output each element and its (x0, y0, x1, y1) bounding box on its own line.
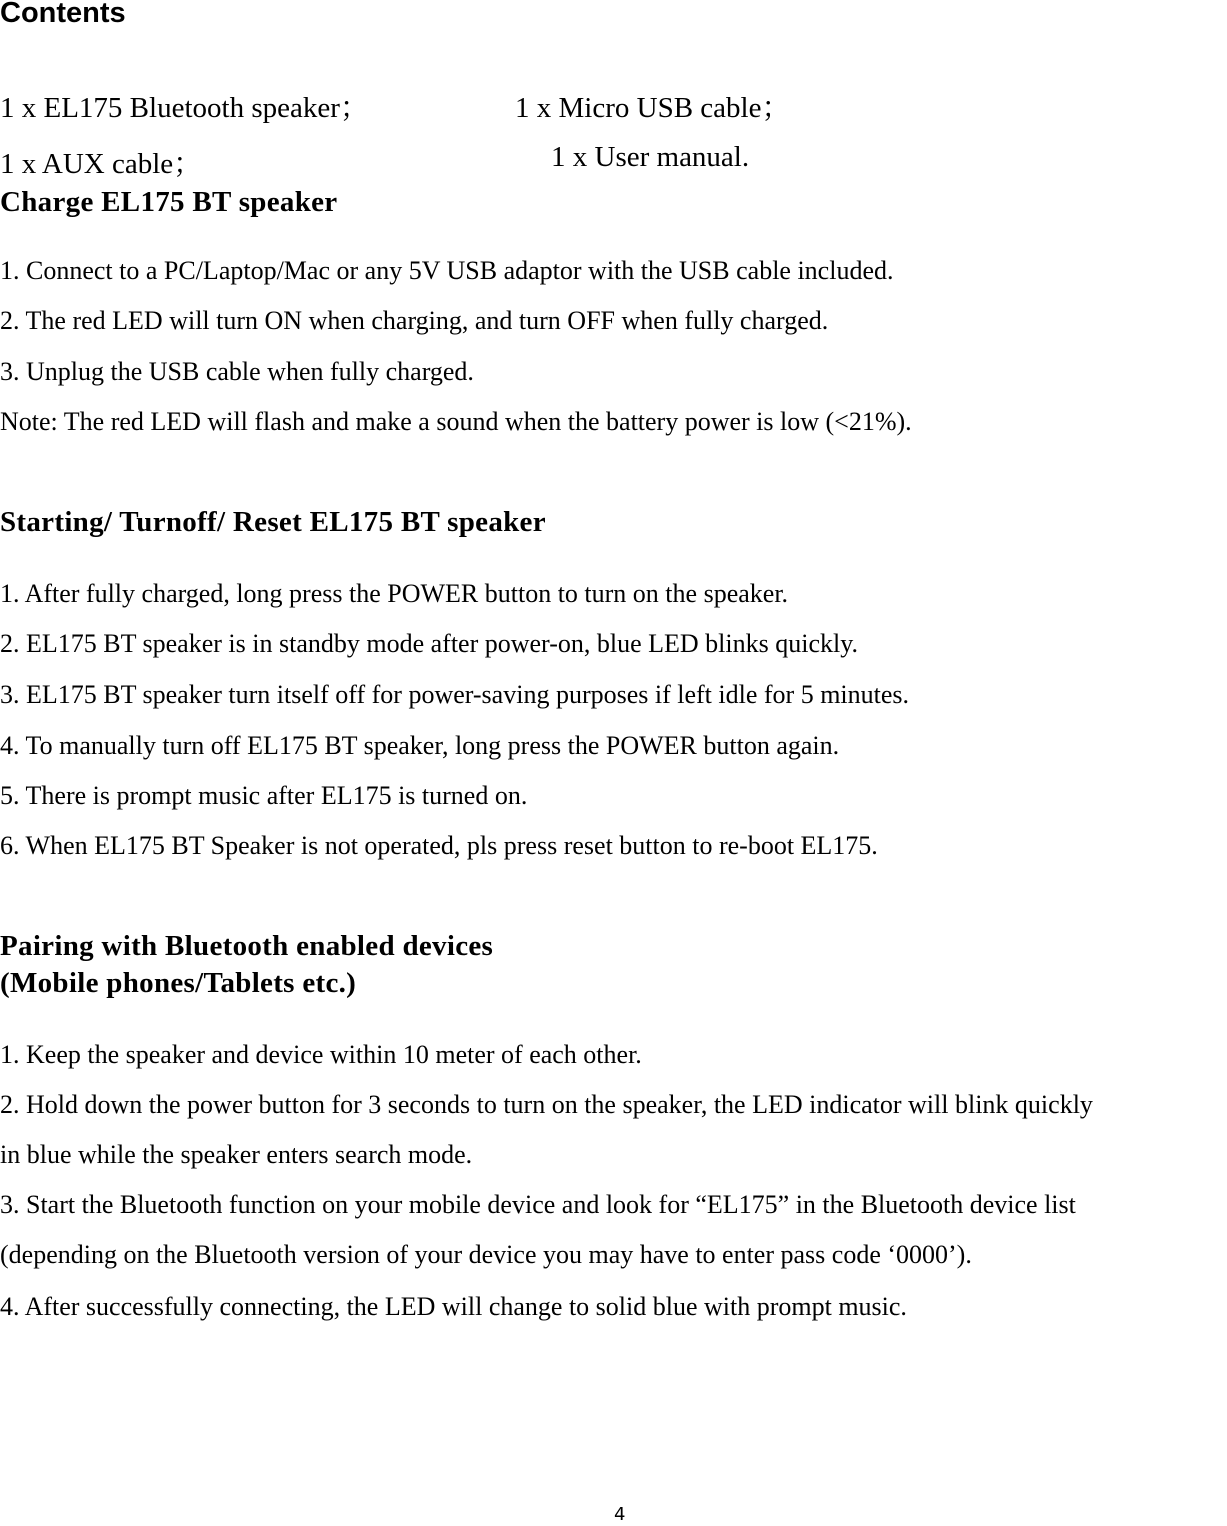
contents-item-aux-cable: 1 x AUX cable； (0, 148, 203, 180)
pairing-step-4: 4. After successfully connecting, the LED will change to solid blue with prompt music. (0, 1292, 907, 1321)
pairing-step-2-continued: in blue while the speaker enters search mode. (0, 1140, 473, 1169)
charge-heading: Charge EL175 BT speaker (0, 186, 338, 218)
page-number: 4 (614, 1504, 626, 1525)
pairing-heading: Pairing with Bluetooth enabled devices (0, 930, 494, 962)
power-step-2: 2. EL175 BT speaker is in standby mode after power-on, blue LED blinks quickly. (0, 629, 859, 658)
contents-heading: Contents (0, 0, 126, 29)
charge-step-2: 2. The red LED will turn ON when charging, and turn OFF when fully charged. (0, 306, 829, 335)
pairing-step-3: 3. Start the Bluetooth function on your mobile device and look for “EL175” in the Bluetooth device list (0, 1190, 1076, 1219)
contents-item-speaker: 1 x EL175 Bluetooth speaker； (0, 92, 369, 124)
pairing-step-3-continued: (depending on the Bluetooth version of your device you may have to enter pass code ‘0000’). (0, 1240, 972, 1269)
power-heading: Starting/ Turnoff/ Reset EL175 BT speaker (0, 506, 546, 538)
power-step-3: 3. EL175 BT speaker turn itself off for power-saving purposes if left idle for 5 minutes. (0, 680, 910, 709)
pairing-subheading: (Mobile phones/Tablets etc.) (0, 967, 357, 999)
contents-item-user-manual: 1 x User manual. (551, 141, 750, 173)
charge-note: Note: The red LED will flash and make a sound when the battery power is low (<21%). (0, 407, 912, 436)
power-step-4: 4. To manually turn off EL175 BT speaker, long press the POWER button again. (0, 731, 840, 760)
contents-item-usb-cable: 1 x Micro USB cable； (515, 92, 791, 124)
charge-step-1: 1. Connect to a PC/Laptop/Mac or any 5V USB adaptor with the USB cable included. (0, 256, 894, 285)
power-step-5: 5. There is prompt music after EL175 is turned on. (0, 781, 528, 810)
pairing-step-2: 2. Hold down the power button for 3 seconds to turn on the speaker, the LED indicator will blink quickly (0, 1090, 1093, 1119)
power-step-1: 1. After fully charged, long press the POWER button to turn on the speaker. (0, 579, 789, 608)
power-step-6: 6. When EL175 BT Speaker is not operated, pls press reset button to re-boot EL175. (0, 831, 878, 860)
charge-step-3: 3. Unplug the USB cable when fully charged. (0, 357, 474, 386)
pairing-step-1: 1. Keep the speaker and device within 10 meter of each other. (0, 1040, 642, 1069)
